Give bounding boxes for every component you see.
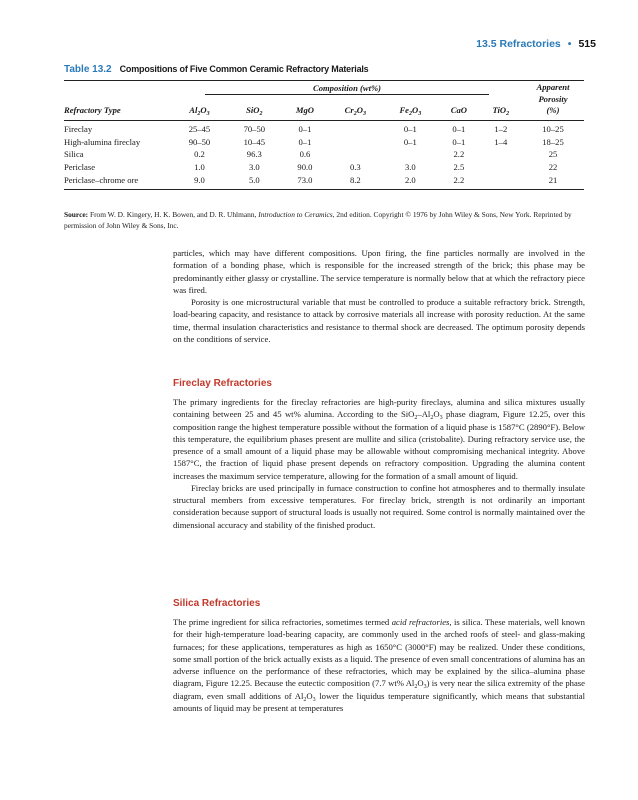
value-cell: 10–25: [542, 124, 564, 135]
value-cell: 2.5: [453, 162, 465, 173]
paragraph-particles: particles, which may have different compositions. Upon firing, the fine particles normally are involved in the formation of a bonding phase, which is responsible for the increased strength of the brick; this phase may be predominantly either glassy or crystalline. The service temperature is normally below that at which the refractory piece was fired.: [173, 248, 585, 295]
intro-paragraphs: [173, 247, 585, 345]
heading-fireclay: Fireclay Refractories: [173, 378, 272, 389]
value-cell: 3.0: [404, 162, 416, 173]
porosity-unit-header: (%): [546, 105, 560, 115]
porosity-header: Porosity: [538, 93, 568, 104]
silica-section: [173, 616, 585, 714]
paragraph-porosity: Porosity is one microstructural variable that must be controlled to produce a suitable refractory brick. Strength, load-bearing capacity, and resistance to attack by corrosive materials all increase with porosity reduction. At the same time, thermal insulation characteristics and resistance to thermal shock are decreased. The optimum porosity depends on the conditions of service.: [173, 297, 585, 344]
value-cell: 18–25: [542, 136, 564, 147]
value-cell: [480, 161, 522, 174]
chem-sio2-al2o3: $SiO_2-Al_2O_3$: [400, 409, 443, 422]
section-title: 13.5 Refractories: [476, 38, 561, 50]
value-cell: [328, 123, 382, 136]
value-cell: 0–1: [403, 124, 417, 135]
col-tio2: TiO$_2$: [492, 105, 510, 117]
table-row: [64, 123, 584, 136]
value-cell: 73.0: [297, 174, 313, 185]
source-post: 2nd edition. Copyright © 1976 by John Wiley & Sons, New York. Reprinted by permission of John Wiley & Sons, Inc.: [64, 210, 572, 230]
table-title: Compositions of Five Common Ceramic Refractory Materials: [119, 64, 369, 74]
paragraph-fireclay-ingredients: The primary ingredients for the fireclay refractories are high-purity fireclays, alumina and silica mixtures usually containing between 25 and 45 wt% alumina. According to the $SiO_2-Al_2O_3$ phase diagram, Figure 12.25, over this composition range the highest temperature possible without the formation of a liquid phase is 1587°C (2890°F). Below this temperature, the equilibrium phases present are mullite and silica (cristobalite). During refractory service use, the presence of a small amount of a liquid phase may be allowable without compromising mechanical integrity. Above 1587°C, the fraction of liquid phase present depends on refractory composition. Upgrading the alumina content increases the maximum service temperature, allowing for the formation of a small amount of liquid.: [173, 397, 585, 481]
col-mgo: MgO: [295, 105, 315, 115]
value-cell: 0.2: [194, 149, 205, 160]
col-cr2o3: $Cr_2O_3$: [344, 105, 366, 117]
value-cell: 1–2: [494, 124, 508, 135]
term-acid-refractories: acid refractories,: [391, 617, 452, 627]
value-cell: 2.0: [404, 174, 416, 185]
composition-table: [64, 80, 584, 190]
separator-dot: •: [567, 38, 572, 50]
value-cell: 0–1: [298, 124, 312, 135]
heading-silica: Silica Refractories: [173, 598, 261, 609]
col-fe2o3: $Fe_2O_3$: [399, 105, 422, 117]
value-cell: 0–1: [452, 136, 466, 147]
value-cell: 21: [548, 174, 558, 185]
refractory-type-header: Refractory Type: [64, 105, 121, 115]
col-cao: CaO: [450, 105, 467, 115]
table-bottom-rule: [64, 189, 584, 190]
value-cell: [383, 148, 439, 161]
value-cell: 2.2: [453, 174, 465, 185]
col-al2o3: $Al_2O_3$: [189, 105, 210, 117]
table-source-note: [64, 209, 584, 231]
value-cell: 0–1: [298, 136, 312, 147]
value-cell: 70–50: [243, 124, 266, 135]
paragraph-fireclay-bricks: Fireclay bricks are used principally in furnace construction to confine hot atmospheres and to thermally insulate structural members from excessive temperatures. For fireclay brick, strength is not ordinarily an important consideration because support of structural loads is usually not required. Some control is normally maintained over the dimensional accuracy and stability of the finished product.: [173, 482, 585, 530]
chem-al2o3-2: $Al_2O_3$: [294, 690, 316, 703]
table-row: [64, 136, 584, 149]
value-cell: 8.2: [349, 174, 361, 185]
value-cell: 0.6: [299, 149, 311, 160]
value-cell: 3.0: [248, 162, 260, 173]
value-cell: 25: [548, 149, 558, 160]
row-type-cell: Periclase: [64, 162, 96, 173]
page-number: 515: [578, 38, 596, 50]
apparent-header: Apparent: [536, 82, 570, 92]
value-cell: 1–4: [494, 136, 508, 147]
value-cell: 0.3: [349, 162, 361, 173]
value-cell: [328, 148, 382, 161]
table-caption: [64, 64, 369, 75]
value-cell: [328, 136, 382, 149]
row-type-cell: Silica: [64, 149, 84, 160]
value-cell: [480, 173, 522, 186]
chem-al2o3: $Al_2O_3$: [405, 678, 427, 691]
source-book-title: Introduction to Ceramics,: [258, 210, 335, 219]
value-cell: 2.2: [453, 149, 465, 160]
running-header: [476, 38, 596, 50]
paragraph-silica: The prime ingredient for silica refractories, sometimes termed acid refractories, is silica. These materials, well known for their high-temperature load-bearing capacity, are commonly used in the arched roofs of steel- and glass-making furnaces; for these applications, temperatures as high as 1650°C (3000°F) may be realized. Under these conditions, some small portion of the brick actually exists as a liquid. The presence of even small concentrations of alumina has an adverse influence on the performance of these refractories, which may be explained by the silica–alumina phase diagram, Figure 12.25. Because the eutectic composition (7.7 wt% $Al_2O_3$) is very near the silica extremity of the phase diagram, even small additions of $Al_2O_3$ lower the liquidus temperature significantly, which means that substantial amounts of liquid may be present at temperatures: [173, 617, 585, 713]
table-label: Table 13.2: [64, 64, 112, 75]
value-cell: 5.0: [248, 174, 260, 185]
fireclay-section: [173, 396, 585, 531]
value-cell: 25–45: [188, 124, 211, 135]
value-cell: [480, 148, 522, 161]
composition-header: Composition (wt%): [205, 83, 489, 95]
value-cell: 90–50: [188, 136, 211, 147]
value-cell: 22: [548, 162, 558, 173]
value-cell: 1.0: [194, 162, 205, 173]
table-row: [64, 148, 584, 161]
value-cell: 10–45: [243, 136, 266, 147]
table-row: [64, 161, 584, 174]
table-row: [64, 173, 584, 186]
row-type-cell: Periclase–chrome ore: [64, 174, 139, 185]
col-sio2: SiO$_2$: [246, 105, 263, 117]
value-cell: 90.0: [297, 162, 313, 173]
row-type-cell: High-alumina fireclay: [64, 136, 141, 147]
value-cell: 96.3: [246, 149, 262, 160]
source-pre: From W. D. Kingery, H. K. Bowen, and D. R. Uhlmann,: [89, 210, 257, 219]
source-label: Source:: [64, 210, 89, 219]
value-cell: 0–1: [403, 136, 417, 147]
value-cell: 0–1: [452, 124, 466, 135]
row-type-cell: Fireclay: [64, 124, 93, 135]
value-cell: 9.0: [194, 174, 205, 185]
